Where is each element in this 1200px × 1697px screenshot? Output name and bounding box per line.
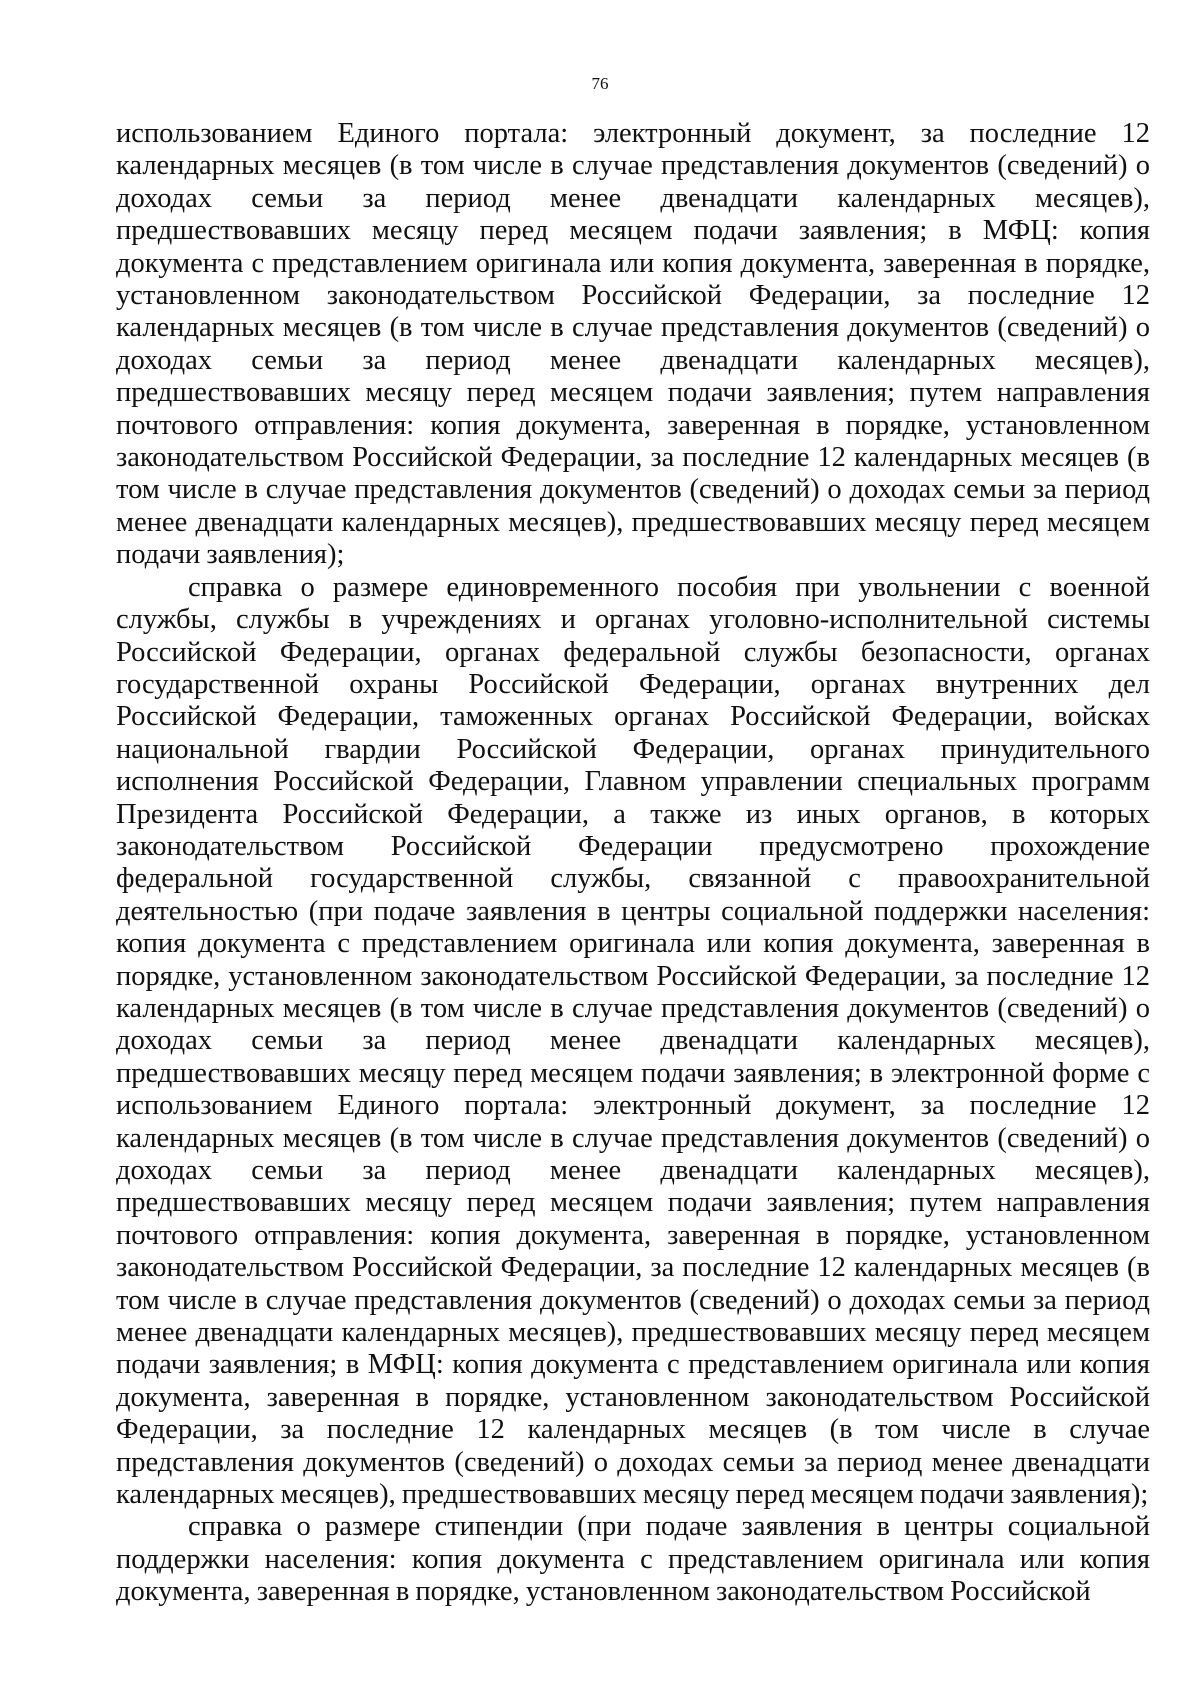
paragraph-stipend-certificate: справка о размере стипендии (при подаче заявления в центры социальной поддержки населения: копия документа с представлением оригинала или копия документа, заверенная в порядке, установленном законодательством Российской bbox=[116, 1511, 1150, 1608]
page-number: 76 bbox=[591, 74, 609, 93]
document-body bbox=[116, 118, 1150, 1609]
paragraph-severance-benefit-certificate: справка о размере единовременного пособия при увольнении с военной службы, службы в учреждениях и органах уголовно-исполнительной системы Российской Федерации, органах федеральной службы безопасности, органах государственной охраны Российской Федерации, органах внутренних дел Российской Федерации, таможенных органах Российской Федерации, войсках национальной гвардии Российской Федерации, органах принудительного исполнения Российской Федерации, Главном управлении специальных программ Президента Российской Федерации, а также из иных органов, в которых законодательством Российской Федерации предусмотрено прохождение федеральной государственной службы, связанной с правоохранительной деятельностью (при подаче заявления в центры социальной поддержки населения: копия документа с представлением оригинала или копия документа, заверенная в порядке, установленном законодательством Российской Федерации, за последние 12 календарных месяцев (в том числе в случае представления документов (сведений) о доходах семьи за период менее двенадцати календарных месяцев), предшествовавших месяцу перед месяцем подачи заявления; в электронной форме с использованием Единого портала: электронный документ, за последние 12 календарных месяцев (в том числе в случае представления документов (сведений) о доходах семьи за период менее двенадцати календарных месяцев), предшествовавших месяцу перед месяцем подачи заявления; путем направления почтового отправления: копия документа, заверенная в порядке, установленном законодательством Российской Федерации, за последние 12 календарных месяцев (в том числе в случае представления документов (сведений) о доходах семьи за период менее двенадцати календарных месяцев), предшествовавших месяцу перед месяцем подачи заявления; в МФЦ: копия документа с представлением оригинала или копия документа, заверенная в порядке, установленном законодательством Российской Федерации, за последние 12 календарных месяцев (в том числе в случае представления документов (сведений) о доходах семьи за период менее двенадцати календарных месяцев), предшествовавших месяцу перед месяцем подачи заявления); bbox=[116, 571, 1150, 1511]
paragraph-income-docs-continuation: использованием Единого портала: электронный документ, за последние 12 календарных месяцев (в том числе в случае представления документов (сведений) о доходах семьи за период менее двенадцати календарных месяцев), предшествовавших месяцу перед месяцем подачи заявления; в МФЦ: копия документа с представлением оригинала или копия документа, заверенная в порядке, установленном законодательством Российской Федерации, за последние 12 календарных месяцев (в том числе в случае представления документов (сведений) о доходах семьи за период менее двенадцати календарных месяцев), предшествовавших месяцу перед месяцем подачи заявления; путем направления почтового отправления: копия документа, заверенная в порядке, установленном законодательством Российской Федерации, за последние 12 календарных месяцев (в том числе в случае представления документов (сведений) о доходах семьи за период менее двенадцати календарных месяцев), предшествовавших месяцу перед месяцем подачи заявления); bbox=[116, 118, 1150, 571]
